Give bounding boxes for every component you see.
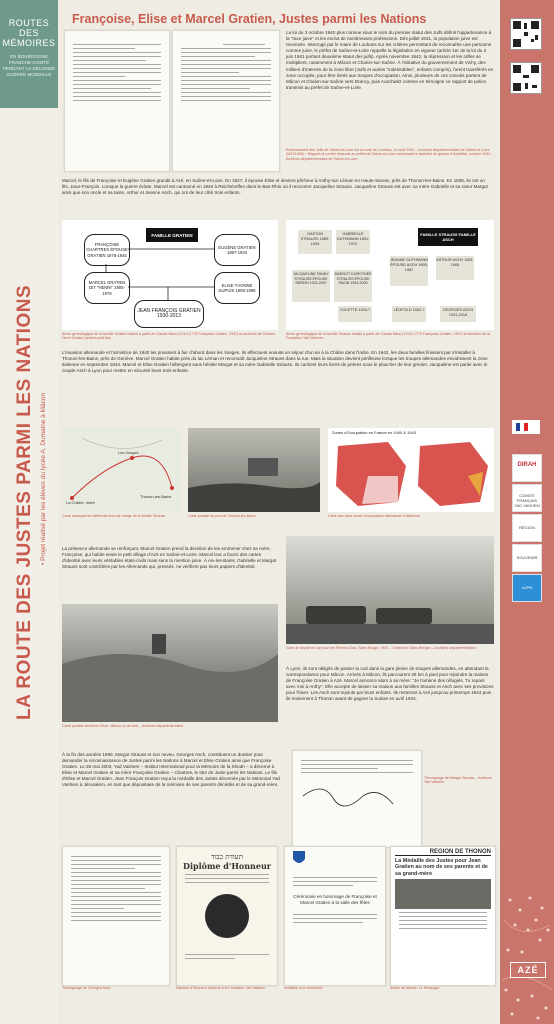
- side-title: LA ROUTE DES JUSTES PARMI LES NATIONS: [14, 284, 35, 720]
- document-police-report: [172, 30, 280, 172]
- caption-zones-map: Carte des deux zones d'occupation allemande et italienne: [328, 514, 420, 518]
- intro-text: La loi du 3 octobre 1940 plus connue sous le nom du premier statut des Juifs définit l'appartenance à la "race juive" et les exclut de nombreuses professions. Dès juillet 1941, la population juive est recensée. Interrogé par le maire de Louhans sur les critères permettant de reconnaître une personne comme juive, le préfet de Saône-et-Loire rappelle la législation en vigueur (article 1er de la loi du 2 juin 1941 portant deuxième statut des juifs). Après novembre 1942, la répression et les rafles se multiplient, notamment à Mâcon et Chalon-sur-Saône. À l'initiative du gouvernement de Vichy, des milliers d'internés de la zone libre (Juifs et autres "indésirables", enfants compris), furent transférés en zone occupée, pour être livrés aux troupes d'occupation. Ainsi, plusieurs de ces convois partent de Mâcon et Chalon-sur-Saône vers Drancy, puis Auschwitz comme en témoigne ce rapport de police transmis au préfet de Saône-et-Loire.: [286, 30, 494, 90]
- map-label-vosges: Les Vosges: [118, 450, 139, 455]
- republic-logo: [512, 420, 540, 434]
- document-census: [64, 30, 170, 172]
- bus-station-photo: [286, 536, 494, 644]
- refuge-map: [62, 428, 180, 512]
- tree-node: JEAN FRANÇOIS GRATIEN 1930-2013: [134, 300, 204, 328]
- document-invitation: [284, 846, 386, 986]
- document-letter: [62, 846, 170, 986]
- map-label-chatre: La Châtre, Indre: [66, 500, 95, 505]
- port-silhouette: [188, 428, 320, 512]
- tree-node: GASTON STRAUSS 1889-1934: [298, 230, 332, 254]
- caption-testimony: Témoignage de Margot Strauss – Archives Yad Vashem: [424, 776, 492, 785]
- side-subtitle: • Projet réalisé par les élèves du lycée A. Dumaine à Mâcon: [40, 392, 47, 565]
- partner-yad-vashem: COMITÉ FRANÇAIS YAD VASHEM: [512, 484, 542, 512]
- news-photo: [395, 879, 491, 909]
- bus-silhouette: [286, 536, 494, 644]
- tree-caption-gratien: Arbre généalogique de la famille Gratien réalisé à partir de Claude Mizzi (YV10-C775 Françoise Gratien, 1997) et archives de Charles Henri Gratien (arrière-petit-fils): [62, 332, 275, 341]
- caption-invitation: Invitation à la cérémonie: [284, 986, 323, 990]
- logo-subtitle: EN BOURGOGNE FRANCHE-COMTÉ PENDANT LA SECONDE GUERRE MONDIALE: [2, 54, 56, 77]
- tree-node: JEANNE GUTHMANN ÉPOUSE ASCH 1895-1987: [390, 256, 428, 286]
- partner-souvenir: SOUVENIR: [512, 544, 542, 572]
- page-title: Françoise, Elise et Marcel Gratien, Justes parmi les Nations: [72, 12, 427, 26]
- coat-of-arms-icon: [285, 847, 385, 869]
- invitation-text: Cérémonie en hommage de Françoise et Marcel Gratien à la salle des fêtes: [293, 894, 377, 905]
- medal-icon: [177, 886, 277, 946]
- tree-node: ARTHUR ASCH 1891-1965: [436, 256, 474, 280]
- family-tree-strauss-asch: [286, 220, 494, 330]
- caption-diplome: Diplôme d'Honneur décerné à la Fondation Yad Vashem: [176, 986, 266, 990]
- caption-aerial: Carte postale aérienne d'Azé, Mâcon vu de Azé – Archives départementales: [62, 724, 184, 728]
- partner-region: RÉGION: [512, 514, 542, 542]
- decorative-dots: [500, 880, 554, 1024]
- tree-node: GEORGES ASCH 1931-2018: [440, 306, 476, 322]
- family-tree-gratien: [62, 220, 278, 330]
- partner-ajpn: AJPN: [512, 574, 542, 602]
- caption-newspaper: Article de presse, Le Messager: [390, 986, 440, 990]
- tree-caption-strauss: Arbre généalogique de la famille Strauss réalisé à partir de Claude Mizzi (YV10-C775 Françoise Gratien, 1997) et archives de la Fondation Yad Vashem: [286, 332, 490, 341]
- caption-letter: Témoignage de Georges Asch: [62, 986, 111, 990]
- tree-head-gratien: FAMILLE GRATIEN: [146, 228, 198, 242]
- tree-node: COLETTE 1924-?: [338, 306, 372, 322]
- paragraph-flight: L'invasion allemande et l'armistice de 1940 les poussent à fuir d'abord dans les Vosges. Ils effectuent ensuite un séjour d'un an à la Châtre dans l'Indre. En 1942, les deux familles finissent par s'installer à Thonon-les-Bains, près de Genève. Marcel Gratien habite près du lac Léman et reconnaît Jacqueline Strauss dans la rue. Mais la situation devient périlleuse lorsque les troupes allemandes envahissent la zone italienne en septembre 1943. Marcel et Elise Gratien hébergent sans hésiter Margot et sa mère Gabrielle Strauss. Ils cachent leurs livres de prières sous le plancher de leur grenier. Jacqueline est partie avec le couple Asch à Lyon pour mettre en sécurité leurs trois enfants.: [62, 350, 488, 374]
- routes-memoires-logo: [0, 0, 58, 108]
- paragraph-aze-decision: La présence allemande se renforçant, Marcel Gratien prend la décision de les emmener chez sa mère, Françoise, qui habite seule le petit village d'Azé en Saône-et-Loire. Marcel leur a fourni des cartes d'identité avec leurs véritables états-civils mais sans la mention juive. À Aix-les-Bains, Gabrielle et Margot Strauss sont contrôlées par les Allemands qui, pressés, ne vérifient pas leurs papiers d'identité.: [62, 546, 277, 570]
- diplome-title: Diplôme d'Honneur: [183, 861, 271, 871]
- aerial-silhouette: [62, 604, 278, 722]
- map-label-thonon: Thonon-les-Bains: [140, 494, 172, 499]
- paragraph-recognition: À la fin des années 1990, Margot Strauss et son neveu, Georges Asch, constituent un dossier pour demander la reconnaissance de Justes parmi les Nations à Marcel et Elise Gratien ainsi que Françoise Gratien. Le 28 mai 2003, Yad Vashem – Institut International pour la Mémoire de la Shoah – a décerné à Elise et Marcel Gratien et sa mère Françoise Gratien – Chartres, le titre de Juste parmi les Nations. Le fils d'Elise et Marcel Gratien, Jean François Gratien reçut la médaille des Justes décernée par le Mémorial Yad Vashem à Jérusalem, en tant que dépositaire de la mémoire de ses parents décédés et de sa grand-mère.: [62, 752, 280, 788]
- zones-map-title: Zones d'Occupation en France en 1940 & 1943: [332, 430, 416, 435]
- tree-node: ELISE YVONNE DUPUIS 1908-1998: [214, 272, 260, 304]
- intro-caption: Recensement des Juifs de Saône-et-Loire sur la zone de Louhans, 14 août 1941 – Archives départementales de Saône-et-Loire (W121458) – Rapport du préfet transmis au préfet de Saône-et-Loire concernant le transfert de groupe d'Israélites, octobre 1942 – Archives départementales de Saône-et-Loire.: [286, 148, 494, 161]
- paragraph-journey: À Lyon, ils sont obligés de passer la nuit dans la gare pleine de troupes allemandes, en attendant la correspondance pour Mâcon. Arrivés à Mâcon, ils parcourent 28 km à pied pour rejoindre la maison de Françoise Gratien à Azé. Marcel annonce alors à sa mère: "Je t'amène des réfugiés. Tu repars avec moi à Anthy". Elle accepte de laisser sa maison aux familles Strauss et Asch avec ses provisions pour l'hiver. Les Asch sont rejoints par leurs enfants. Ils resteront à Azé jusqu'au printemps 1944 puis ils reviennent à Thonon avant de gagner la Suisse en avril 1944.: [286, 666, 494, 702]
- document-testimony-signed: [292, 750, 422, 848]
- aze-aerial-photo: [62, 604, 278, 722]
- newspaper-article: [390, 846, 496, 986]
- thonon-port-photo: [188, 428, 320, 512]
- news-headline: La Médaille des Justes pour Jean Gratien au nom de ses parents et de sa grand-mère: [395, 858, 488, 877]
- tree-node: FRANÇOISE CHARTRES ÉPOUSE GRATIEN 1878-1945: [84, 234, 130, 266]
- tree-connectors: [62, 220, 278, 330]
- news-region: REGION DE THONON: [395, 849, 491, 856]
- zones-map: [328, 428, 494, 512]
- tree-head-strauss: FAMILLE STRAUSS FAMILLE ASCH: [418, 228, 478, 246]
- tree-node: MARGOT DOROTHÉE STRAUSS ÉPOUSE PAGIN 1924-2005: [334, 270, 372, 302]
- signature-icon: [293, 776, 413, 816]
- tree-node: MARCEL GRATIEN DIT "HENRI" 1905-1976: [84, 272, 130, 304]
- partner-logos: [506, 420, 546, 760]
- aze-label: AZÉ: [510, 962, 546, 978]
- caption-bus: Gare de départ en car pour les Ferreira Tour, Saint-Rouge, 1940 – Collection Gilles Bergan – Archives départementales: [286, 646, 476, 650]
- tree-node: EUGÈNE GRATIEN 1867-1934: [214, 234, 260, 266]
- caption-thonon-port: Carte postale du port de Thonon-les-Bains: [188, 514, 256, 518]
- tree-node: GABRIELLE GUTHMANN 1891-1972: [336, 230, 370, 254]
- qr-code-2[interactable]: [510, 62, 542, 94]
- logo-line-3: MÉMOIRES: [2, 38, 56, 48]
- qr-code-1[interactable]: [510, 18, 542, 50]
- diplome-hebrew: תעודת כבוד: [211, 853, 243, 861]
- zones-map-shapes: [328, 436, 494, 512]
- paragraph-family: Marcel, le fils de Françoise et Eugène Gratien grandit à Azé, en Saône-et-Loire. En 1927, il épouse Elise et devient pêcheur à Anthy-sur-Léman en Haute-Savoie, près de Thonon-les-Bains. En 1938, ils ont un fils, Jean-François. Lorsque la guerre éclate, Marcel est cantonné en 1940 à Reichshoffen dans le Bas-Rhin où il rencontre Jacqueline Strauss. Jacqueline Strauss est avec sa mère Gabrielle et sa sœur Margot ainsi que son oncle et sa tante, Arthur et Jeanne Asch, qui ont de leur côté trois enfants.: [62, 178, 488, 196]
- diplome-honneur: [176, 846, 278, 986]
- tree-node: JACQUELINE FANNY STRAUSS ÉPOUSE SEREIN 1922-2007: [292, 270, 330, 302]
- logo-line-2: DES: [18, 28, 39, 38]
- partner-dirah: DIRAH: [512, 454, 542, 482]
- tree-node: LÉOPOLD 1962-?: [392, 306, 426, 322]
- logo-line-1: ROUTES: [8, 18, 50, 28]
- caption-refuge-map: Carte retraçant les différents lieux de refuge de la famille Strauss: [62, 514, 166, 518]
